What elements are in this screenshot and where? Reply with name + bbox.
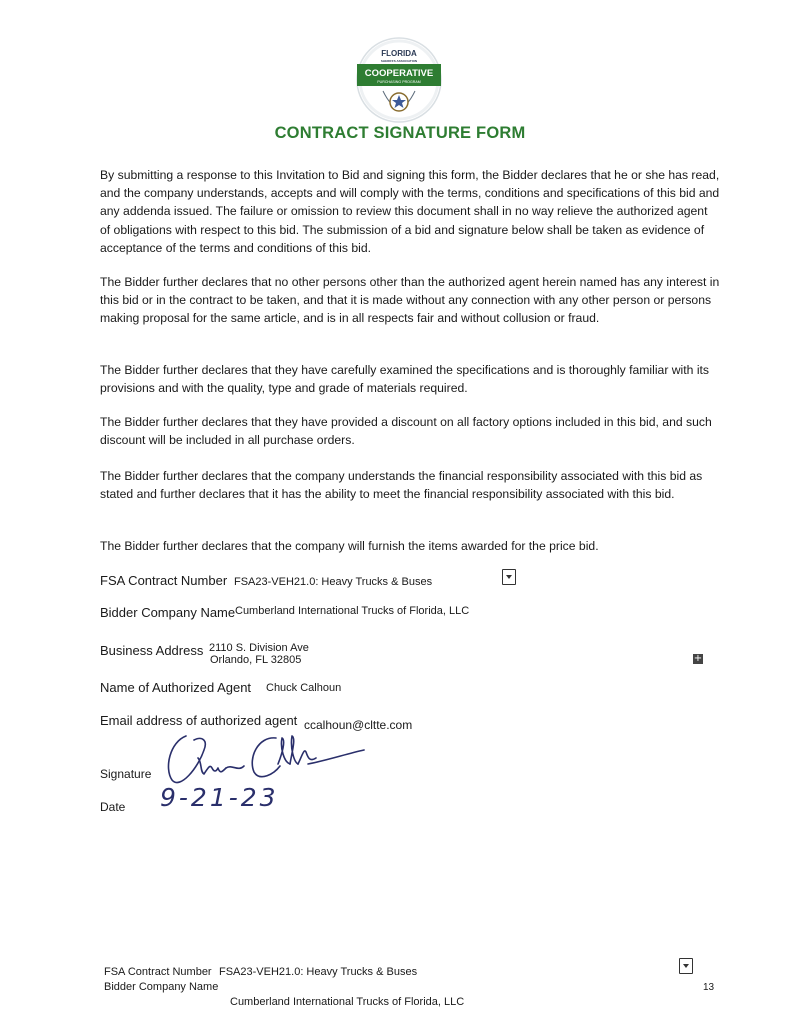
footer-company-name-label: Bidder Company Name — [104, 981, 219, 993]
business-address-overflow: Orlando, FL 32805 — [210, 654, 302, 666]
expand-field-icon[interactable]: + — [693, 653, 703, 664]
contract-number-dropdown-icon[interactable] — [502, 569, 516, 585]
date-label: Date — [100, 800, 126, 814]
page-number: 13 — [703, 982, 715, 993]
svg-text:FLORIDA: FLORIDA — [381, 49, 417, 58]
company-name-field[interactable]: Cumberland International Trucks of Florida, LLC — [235, 605, 470, 617]
declaration-paragraph-5: The Bidder further declares that the company understands the financial responsibility associated with this bid as stated and further declares that it has the ability to meet the financial responsibility associated with this bid. — [100, 469, 703, 502]
declaration-paragraph-3: The Bidder further declares that they have carefully examined the specifications and is thoroughly familiar with its provisions and with the quality, type and grade of materials required. — [100, 363, 710, 396]
florida-cooperative-logo — [355, 36, 443, 124]
svg-text:COOPERATIVE: COOPERATIVE — [364, 68, 434, 79]
footer-contract-number-label: FSA Contract Number — [104, 966, 212, 978]
signature-label: Signature — [100, 767, 152, 781]
business-address-field[interactable]: 2110 S. Division Ave — [209, 642, 309, 654]
contract-number-select[interactable]: FSA23-VEH21.0: Heavy Trucks & Buses — [234, 576, 433, 588]
svg-text:SHERIFFS ASSOCIATION: SHERIFFS ASSOCIATION — [380, 59, 418, 63]
svg-text:PURCHASING PROGRAM: PURCHASING PROGRAM — [377, 80, 421, 84]
footer-dropdown-icon[interactable] — [679, 958, 693, 974]
business-address-label: Business Address — [100, 643, 204, 658]
email-label: Email address of authorized agent — [100, 713, 298, 728]
agent-name-label: Name of Authorized Agent — [100, 680, 252, 695]
form-title: CONTRACT SIGNATURE FORM — [274, 124, 526, 142]
contract-number-label: FSA Contract Number — [100, 573, 228, 588]
date-field[interactable]: 9-21-23 — [160, 783, 279, 812]
company-name-label: Bidder Company Name — [100, 605, 236, 620]
declaration-paragraph-4: The Bidder further declares that they have provided a discount on all factory options included in this bid, and such discount will be included in all purchase orders. — [100, 415, 712, 448]
footer-company-name-value: Cumberland International Trucks of Florida, LLC — [230, 996, 465, 1008]
agent-name-field[interactable]: Chuck Calhoun — [266, 682, 342, 694]
declaration-paragraph-1: By submitting a response to this Invitation to Bid and signing this form, the Bidder declares that he or she has read, and the company understands, accepts and will comply with the terms, conditions and specifications of this bid and any addenda issued. The failure or omission to review this document shall in no way relieve the authorized agent of obligations with respect to this bid. The submission of a bid and signature below shall be taken as evidence of acceptance of the terms and conditions of this bid. — [100, 168, 720, 255]
declaration-paragraph-6: The Bidder further declares that the company will furnish the items awarded for the price bid. — [100, 539, 599, 553]
email-field[interactable]: ccalhoun@cltte.com — [304, 718, 413, 732]
footer-contract-number-value: FSA23-VEH21.0: Heavy Trucks & Buses — [219, 966, 418, 978]
declaration-paragraph-2: The Bidder further declares that no other persons other than the authorized agent herein named has any interest in this bid or in the contract to be taken, and that it is made without any connection with any other person or persons making proposal for the same article, and is in all respects fair and without collusion or fraud. — [100, 275, 720, 326]
